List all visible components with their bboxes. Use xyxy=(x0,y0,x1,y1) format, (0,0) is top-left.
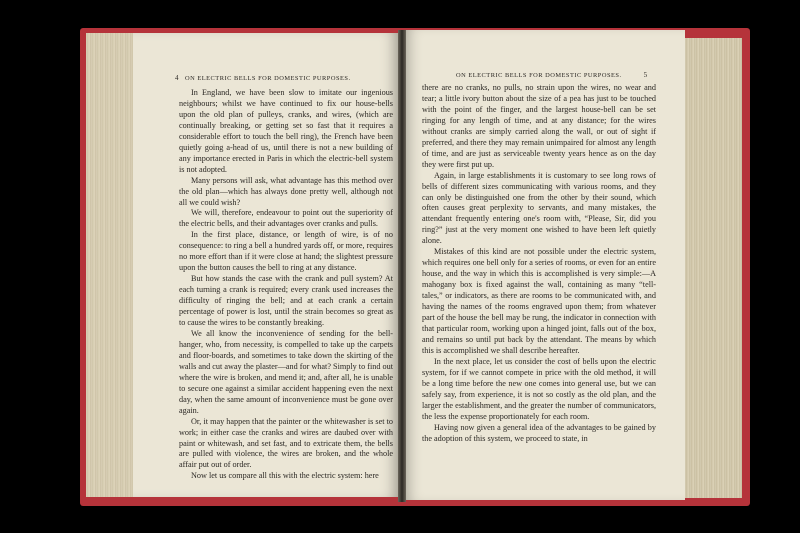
paragraph: Having now given a general idea of the advantages to be gained by the adoption of this system, we proceed to state, in xyxy=(422,422,656,443)
paragraph: Or, it may happen that the painter or the whitewasher is set to work; in either case the cranks and wires are daubed over with paint or whitewash, and set fast, and to extricate them, the bells are pulled with violence, the wires are broken, and the whole affair put out of order. xyxy=(179,416,393,470)
left-body-text xyxy=(179,88,393,482)
right-page xyxy=(402,30,685,500)
paragraph: Mistakes of this kind are not possible under the electric system, which requires one bell only for a series of rooms, or even for an entire house, and the way in which this is accomplished is very simple:—A mahogany box is fixed against the wall, containing as many “tell-tales,” or indicators, as there are rooms to be communicated with, and having the names of the rooms engraved upon them; from whatever part of the house the bell may be rung, the indicator in connection with that particular room, working upon a hinged joint, falls out of the box, and remains so until put back by the attendant. The means by which this is accomplished we shall describe hereafter. xyxy=(422,247,656,355)
right-body-text xyxy=(422,83,656,444)
paragraph: there are no cranks, no pulls, no strain upon the wires, no wear and tear; a little ivory button about the size of a pea has just to be touched with the point of the finger, and the largest house-bell can be set ringing for any length of time, and at any distance; for the wires without cranks are simply carried along the wall, or out of sight if preferred, and there they may remain unimpaired for almost any length of time, and are just as serviceable twenty years hence as on the day they were first put up. xyxy=(422,83,656,169)
paragraph: Now let us compare all this with the electric system: here xyxy=(191,471,379,481)
paragraph: In the next place, let us consider the cost of bells upon the electric system, for if we cannot compete in price with the old method, it will be a long time before the new one comes into general use, but we can safely say, from experience, it is not so costly as the old plan, and the larger the establishment, and the greater the number of communicators, the less the expense proportionately for each room. xyxy=(422,356,656,421)
paragraph: But how stands the case with the crank and pull system? At each turning a crank is required; every crank used increases the difficulty of ringing the bell; and at each crank a certain percentage of power is lost, until the strain becomes so great as to cause the wires to be constantly breaking. xyxy=(179,274,393,328)
left-page xyxy=(133,33,401,497)
left-running-head xyxy=(175,74,351,82)
book-gutter xyxy=(398,30,406,502)
page-edges-right xyxy=(680,38,742,498)
paragraph: We will, therefore, endeavour to point out the superiority of the electric bells, and their advantages over cranks and pulls. xyxy=(179,208,393,229)
paragraph: Many persons will ask, what advantage has this method over the old plan—which has always done pretty well, although not all we could wish? xyxy=(179,175,393,207)
page-edges-left xyxy=(86,33,138,497)
right-running-title: ON ELECTRIC BELLS FOR DOMESTIC PURPOSES. xyxy=(456,72,622,79)
paragraph: Again, in large establishments it is customary to see long rows of bells of different sizes communicating with various rooms, and they can only be distinguished one from the other by their sound, which often causes great perplexity to servants, and many mistakes, the attendant frequently entering one's room with, “Please, Sir, did you ring?” just at the very moment one wished to have been left quietly alone. xyxy=(422,170,656,246)
left-running-title: ON ELECTRIC BELLS FOR DOMESTIC PURPOSES. xyxy=(185,75,351,82)
paragraph: In the first place, distance, or length of wire, is of no consequence: to ring a bell a hundred yards off, or more, requires no more effort than if it were close at hand; the slightest pressure upon the button causes the bell to ring at any distance. xyxy=(179,230,393,273)
right-running-head xyxy=(456,71,648,79)
paragraph: We all know the inconvenience of sending for the bell-hanger, who, from necessity, is compelled to take up the carpets and floor-boards, and sometimes to take down the skirting of the walls and cut away the plaster—and for what? Simply to find out where the wire is broken, and mend it; and, after all, he is unable to secure one against a similar accident happening even the next day, when the same amount of inconvenience must be gone over again. xyxy=(179,328,393,415)
right-page-number: 5 xyxy=(643,71,648,79)
left-page-number: 4 xyxy=(175,74,179,82)
paragraph: In England, we have been slow to imitate our ingenious neighbours; whilst we have continued to fix our house-bells upon the old plan of pulleys, cranks, and wires, (which are continually breaking, or getting set so fast that it requires a considerable effort to touch the bell ring), the French have been quietly going a-head of us, until there is not a new building of any importance erected in Paris in which the electric-bell system is not adopted. xyxy=(179,88,393,174)
